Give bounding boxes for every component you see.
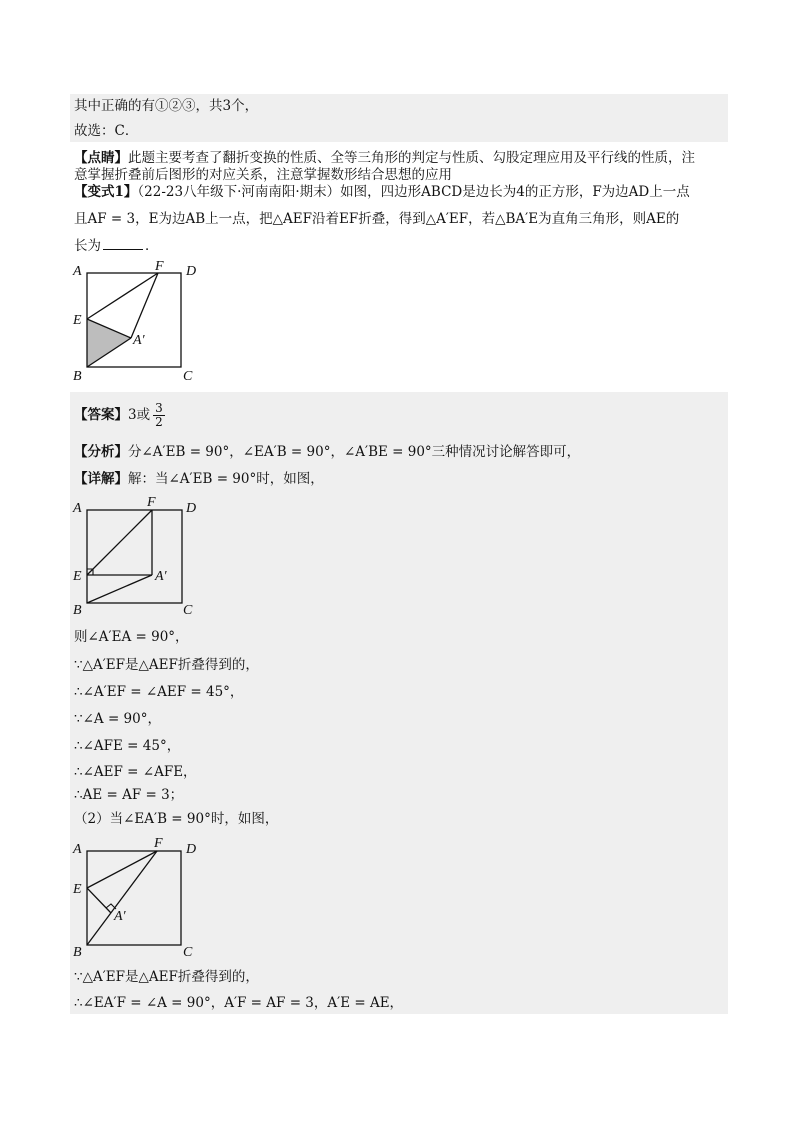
label-E: E xyxy=(73,569,82,584)
answer-blank xyxy=(103,237,143,250)
label-F: F xyxy=(154,836,163,851)
step-line: ∴∠EA′F = ∠A = 90°，A′F = AF = 3，A′E = AE， xyxy=(74,995,404,1011)
label-F: F xyxy=(147,495,156,510)
step-line: （2）当∠EA′B = 90°时，如图， xyxy=(74,811,279,827)
label-D: D xyxy=(186,842,197,857)
text-line: 且AF = 3，E为边AB上一点，把△AEF沿着EF折叠，得到△A′EF，若△BA′E为直角三角形，则AE的 xyxy=(74,211,680,227)
variant-tag: 【变式1】 xyxy=(74,184,138,200)
label-C: C xyxy=(183,945,193,960)
detail-line xyxy=(74,470,324,488)
label-A: A xyxy=(73,842,82,857)
label-A: A xyxy=(73,264,82,279)
figure-square-case1 xyxy=(70,492,200,618)
fraction-numerator: 3 xyxy=(155,401,163,415)
step-line: ∴AE = AF = 3； xyxy=(74,787,184,803)
text-fragment: 长为 xyxy=(74,238,101,254)
detail-tag: 【详解】 xyxy=(74,471,128,487)
answer-tag: 【答案】 xyxy=(74,407,128,423)
analysis-text: 分∠A′EB = 90°，∠EA′B = 90°，∠A′BE = 90°三种情况讨论解答即可， xyxy=(128,444,581,460)
label-B: B xyxy=(73,603,82,618)
answer-fraction xyxy=(153,402,165,429)
analysis-line xyxy=(74,443,580,461)
step-line: 则∠A′EA = 90°， xyxy=(74,629,189,645)
text-line xyxy=(74,237,159,255)
answer-text: 3或 xyxy=(128,407,151,423)
answer-line xyxy=(74,400,165,430)
variant-text: （22-23八年级下·河南南阳·期末）如图，四边形ABCD是边长为4的正方形，F为边AD上一点 xyxy=(137,184,690,200)
text-line: 意掌握折叠前后图形的对应关系，注意掌握数形结合思想的应用 xyxy=(74,167,452,183)
step-line: ∴∠A′EF = ∠AEF = 45°， xyxy=(74,684,244,700)
label-A-prime: A′ xyxy=(155,569,167,584)
step-line: ∴∠AFE = 45°， xyxy=(74,738,181,754)
label-E: E xyxy=(73,882,82,897)
label-C: C xyxy=(183,603,193,618)
fraction-denominator: 2 xyxy=(155,415,163,429)
variant-line xyxy=(74,183,690,201)
label-F: F xyxy=(155,259,164,274)
step-line: ∴∠AEF = ∠AFE， xyxy=(74,764,197,780)
text-line: 其中正确的有①②③，共3个， xyxy=(74,98,259,114)
comment-text: 此题主要考查了翻折变换的性质、全等三角形的判定与性质、勾股定理应用及平行线的性质，注 xyxy=(128,150,695,166)
step-line: ∵∠A = 90°， xyxy=(74,711,161,727)
analysis-tag: 【分析】 xyxy=(74,444,128,460)
label-A-prime: A′ xyxy=(133,333,145,348)
label-D: D xyxy=(186,264,197,279)
text-fragment: ． xyxy=(145,238,159,254)
label-E: E xyxy=(73,313,82,328)
step-line: ∵△A′EF是△AEF折叠得到的， xyxy=(74,657,259,673)
label-D: D xyxy=(186,501,197,516)
label-C: C xyxy=(183,369,193,384)
label-A: A xyxy=(73,501,82,516)
step-line: ∵△A′EF是△AEF折叠得到的， xyxy=(74,969,259,985)
label-A-prime: A′ xyxy=(114,909,126,924)
label-B: B xyxy=(73,945,82,960)
figure-square-shaded xyxy=(70,258,200,388)
figure-square-case2 xyxy=(70,834,200,960)
comment-line xyxy=(74,149,695,167)
label-B: B xyxy=(73,369,82,384)
detail-text: 解：当∠A′EB = 90°时，如图， xyxy=(128,471,324,487)
text-line: 故选：C． xyxy=(74,123,139,139)
comment-tag: 【点睛】 xyxy=(74,150,128,166)
